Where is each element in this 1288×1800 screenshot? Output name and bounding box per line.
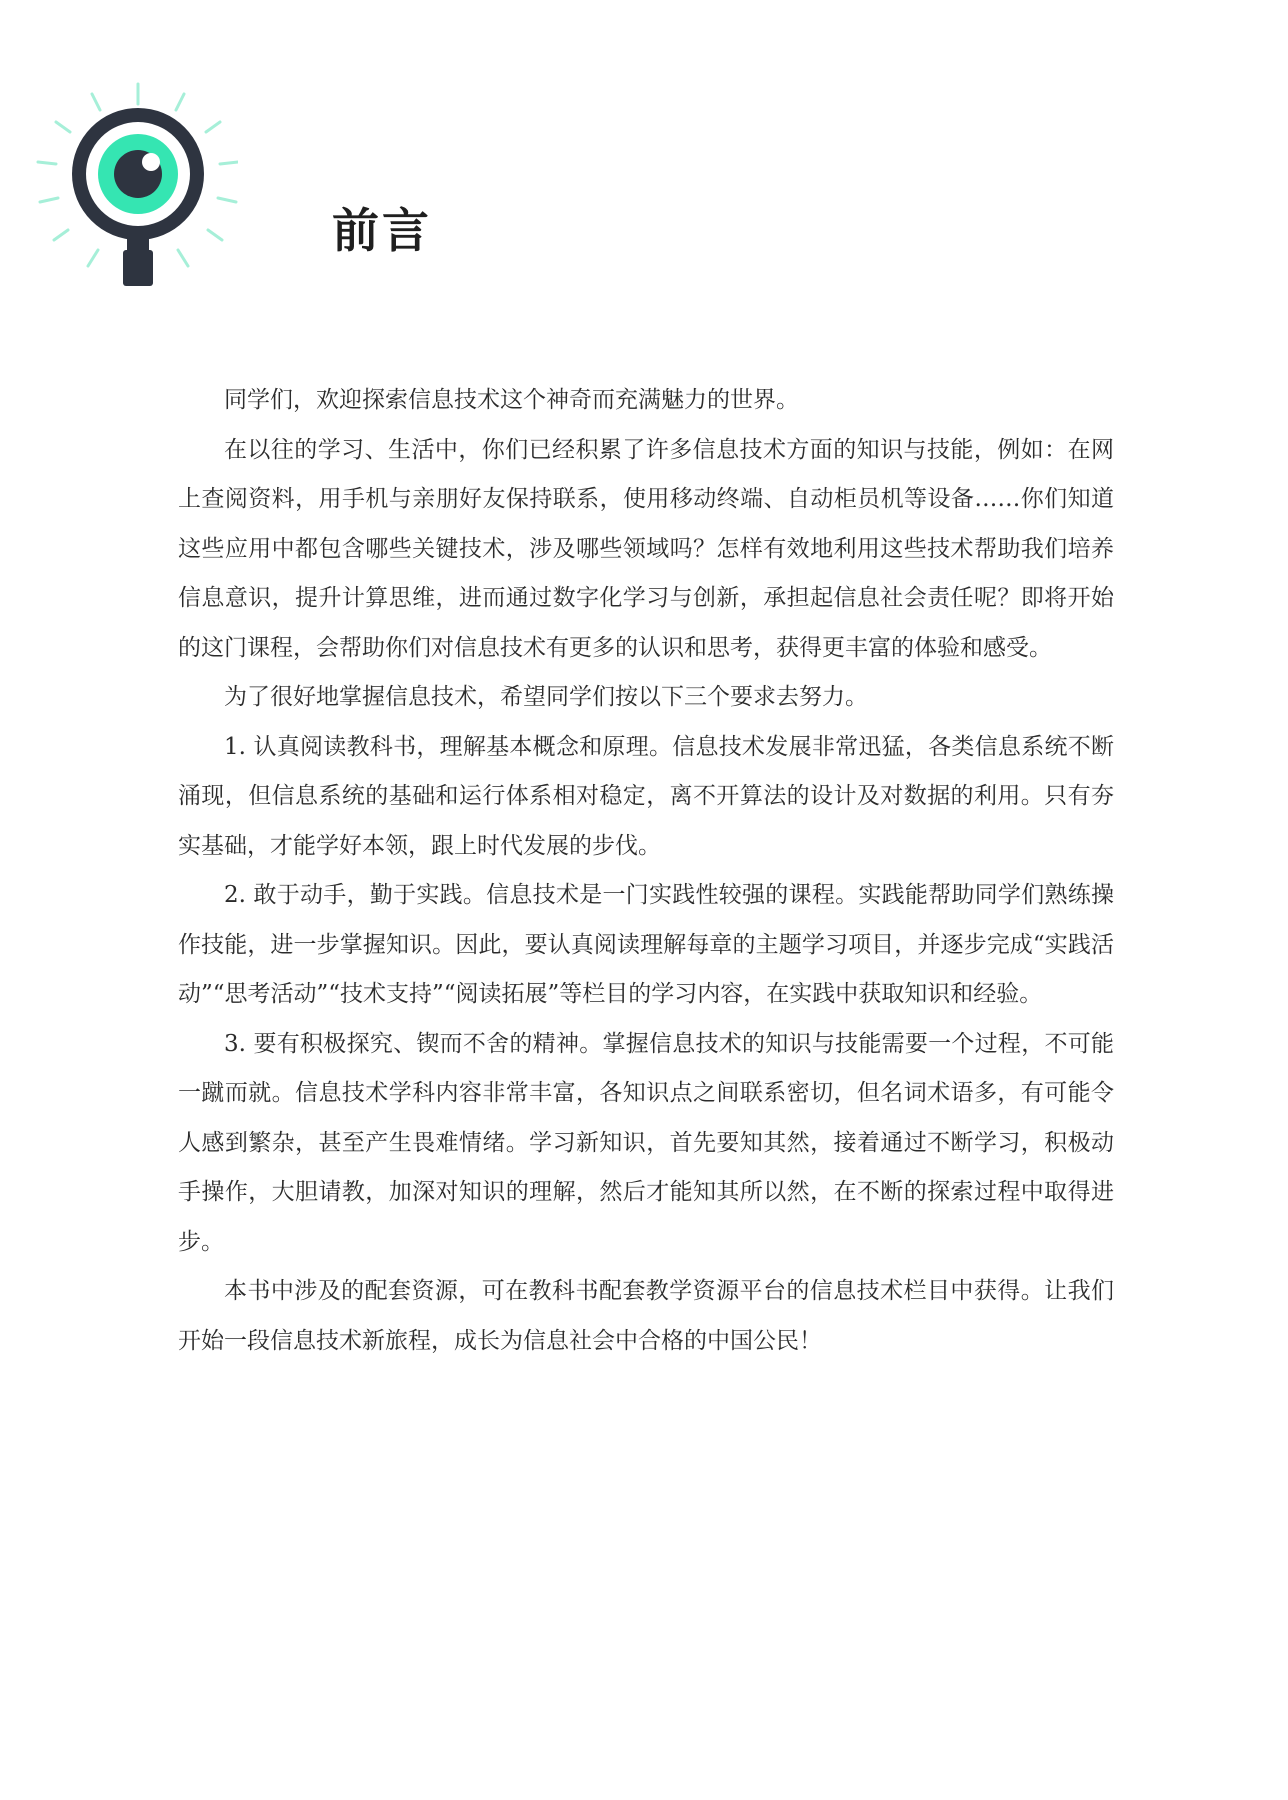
magnifier-eye-icon — [28, 70, 238, 300]
body-text — [178, 376, 1114, 1366]
paragraph-requirement-2: 2. 敢于动手，勤于实践。信息技术是一门实践性较强的课程。实践能帮助同学们熟练操作技能，进一步掌握知识。因此，要认真阅读理解每章的主题学习项目，并逐步完成“实践活动”“思考活动”“技术支持”“阅读拓展”等栏目的学习内容，在实践中获取知识和经验。 — [178, 882, 1114, 1007]
paragraph-requirement-1: 1. 认真阅读教科书，理解基本概念和原理。信息技术发展非常迅猛，各类信息系统不断涌现，但信息系统的基础和运行体系相对稳定，离不开算法的设计及对数据的利用。只有夯实基础，才能学好本领，跟上时代发展的步伐。 — [178, 733, 1114, 859]
paragraph-requirement-3: 3. 要有积极探究、锲而不舍的精神。掌握信息技术的知识与技能需要一个过程，不可能一蹴而就。信息技术学科内容非常丰富，各知识点之间联系密切，但名词术语多，有可能令人感到繁杂，甚至产生畏难情绪。学习新知识，首先要知其然，接着通过不断学习，积极动手操作，大胆请教，加深对知识的理解，然后才能知其所以然，在不断的探索过程中取得进步。 — [178, 1030, 1114, 1255]
paragraph-greeting: 同学们，欢迎探索信息技术这个神奇而充满魅力的世界。 — [224, 387, 799, 413]
paragraph-closing: 本书中涉及的配套资源，可在教科书配套教学资源平台的信息技术栏目中获得。让我们开始一段信息技术新旅程，成长为信息社会中合格的中国公民！ — [178, 1278, 1114, 1354]
page-title: 前言 — [332, 204, 432, 259]
paragraph-intro: 在以往的学习、生活中，你们已经积累了许多信息技术方面的知识与技能，例如：在网上查阅资料，用手机与亲朋好友保持联系，使用移动终端、自动柜员机等设备……你们知道这些应用中都包含哪些关键技术，涉及哪些领域吗？怎样有效地利用这些技术帮助我们培养信息意识，提升计算思维，进而通过数字化学习与创新，承担起信息社会责任呢？即将开始的这门课程，会帮助你们对信息技术有更多的认识和思考，获得更丰富的体验和感受。 — [178, 436, 1114, 661]
paragraph-requirements-lead: 为了很好地掌握信息技术，希望同学们按以下三个要求去努力。 — [224, 684, 868, 710]
